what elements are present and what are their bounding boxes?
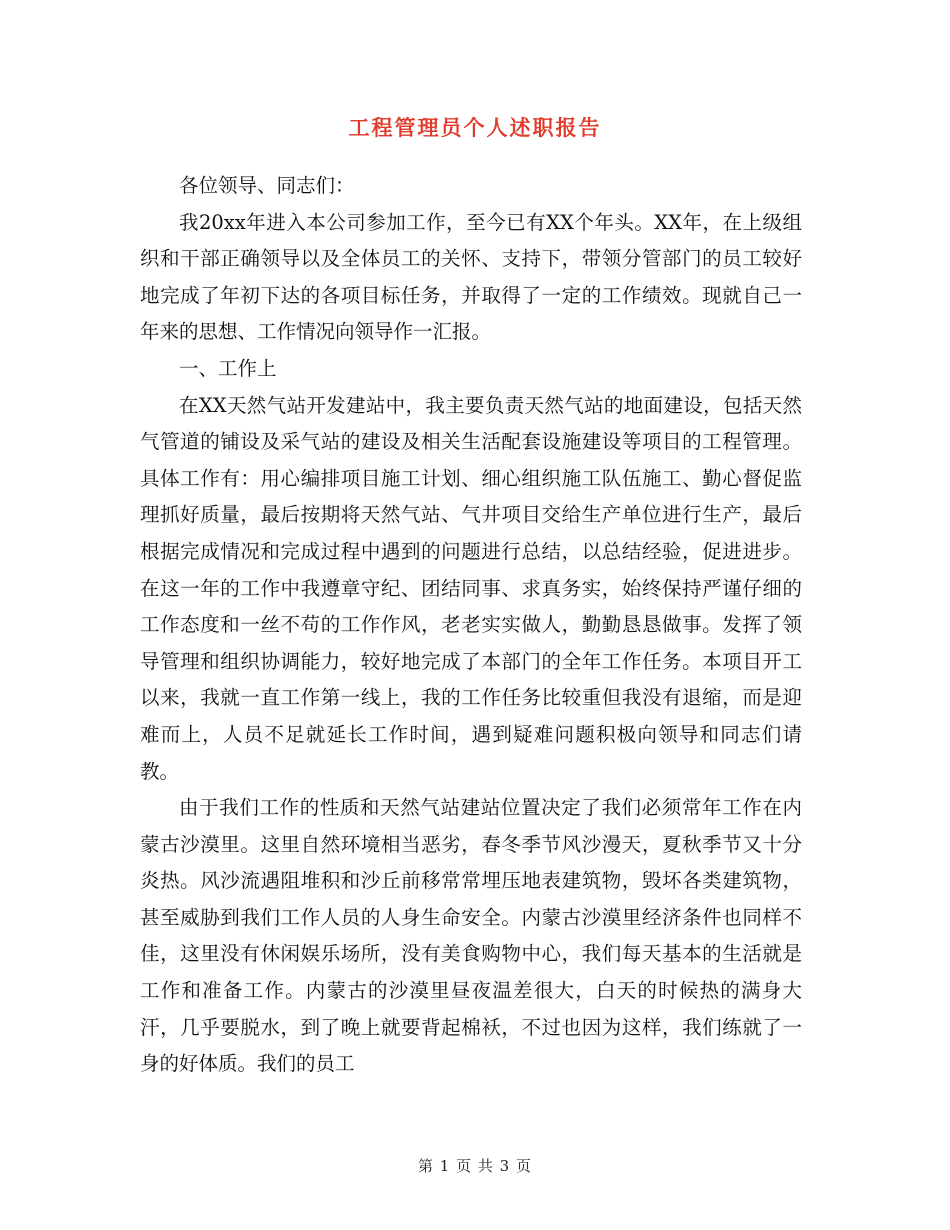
document-title: 工程管理员个人述职报告	[348, 115, 602, 140]
paragraph-environment: 由于我们工作的性质和天然气站建站位置决定了我们必须常年工作在内蒙古沙漠里。这里自然环境相当恶劣，春冬季节风沙漫天，夏秋季节又十分炎热。风沙流遇阻堆积和沙丘前移常常埋压地表建筑物，毁坏各类建筑物，甚至威胁到我们工作人员的人身生命安全。内蒙古沙漠里经济条件也同样不佳，这里没有休闲娱乐场所，没有美食购物中心，我们每天基本的生活就是工作和准备工作。内蒙古的沙漠里昼夜温差很大，白天的时候热的满身大汗，几乎要脱水，到了晚上就要背起棉袄，不过也因为这样，我们练就了一身的好体质。我们的员工	[140, 796, 802, 1076]
section-heading-work: 一、工作上	[179, 356, 277, 380]
paragraph-work-details: 在XX天然气站开发建站中，我主要负责天然气站的地面建设，包括天然气管道的铺设及采气站的建设及相关生活配套设施建设等项目的工程管理。具体工作有：用心编排项目施工计划、细心组织施工队伍施工、勤心督促监理抓好质量，最后按期将天然气站、气井项目交给生产单位进行生产，最后根据完成情况和完成过程中遇到的问题进行总结，以总结经验，促进进步。在这一年的工作中我遵章守纪、团结同事、求真务实，始终保持严谨仔细的工作态度和一丝不苟的工作作风，老老实实做人，勤勤恳恳做事。发挥了领导管理和组织协调能力，较好地完成了本部门的全年工作任务。本项目开工以来，我就一直工作第一线上，我的工作任务比较重但我没有退缩，而是迎难而上，人员不足就延长工作时间，遇到疑难问题积极向领导和同志们请教。	[140, 393, 802, 783]
document-body	[140, 168, 802, 1083]
page-footer: 第 1 页 共 3 页	[418, 1157, 532, 1175]
paragraph-greeting: 各位领导、同志们：	[179, 174, 355, 197]
paragraph-intro: 我20xx年进入本公司参加工作，至今已有XX个年头。XX年，在上级组织和干部正确领导以及全体员工的关怀、支持下，带领分管部门的员工较好地完成了年初下达的各项目标任务，并取得了一定的工作绩效。现就自己一年来的思想、工作情况向领导作一汇报。	[140, 210, 802, 344]
